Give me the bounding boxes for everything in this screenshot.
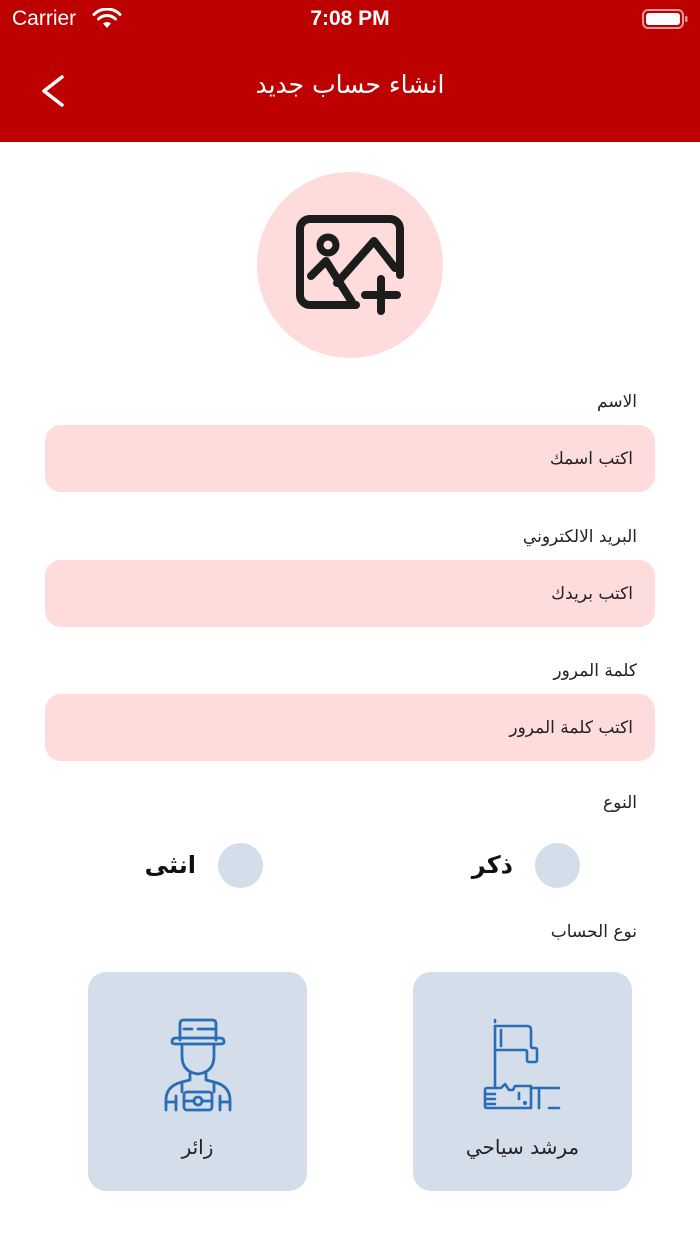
page-title: انشاء حساب جديد	[255, 70, 445, 99]
account-type-tour-guide[interactable]	[413, 972, 632, 1191]
name-label: الاسم	[597, 392, 637, 412]
account-type-visitor[interactable]	[88, 972, 307, 1191]
gender-option-label: ذكر	[471, 851, 513, 879]
account-type-label-visitor: زائر	[181, 1135, 214, 1159]
radio-button[interactable]	[535, 843, 580, 888]
email-input[interactable]	[45, 560, 655, 627]
battery-icon	[642, 9, 688, 29]
carrier-label: Carrier	[12, 7, 77, 30]
gender-option-male[interactable]	[472, 842, 580, 888]
status-time: 7:08 PM	[310, 7, 390, 30]
tourist-visitor-icon	[158, 1016, 238, 1112]
profile-image-picker[interactable]	[257, 172, 443, 358]
account-type-label: نوع الحساب	[550, 922, 637, 942]
name-input[interactable]	[45, 425, 655, 492]
tour-guide-flag-icon	[483, 1016, 563, 1112]
app-header	[0, 0, 700, 142]
navigation-bar	[0, 58, 700, 120]
radio-button[interactable]	[218, 843, 263, 888]
gender-option-label: انثى	[144, 851, 196, 879]
account-type-label-tour-guide: مرشد سياحي	[465, 1135, 580, 1159]
email-label: البريد الالكتروني	[522, 527, 637, 547]
status-bar	[0, 0, 700, 40]
add-image-icon	[294, 213, 406, 317]
password-label: كلمة المرور	[553, 661, 637, 681]
gender-option-female[interactable]	[145, 842, 263, 888]
gender-label: النوع	[603, 793, 637, 813]
password-input[interactable]	[45, 694, 655, 761]
